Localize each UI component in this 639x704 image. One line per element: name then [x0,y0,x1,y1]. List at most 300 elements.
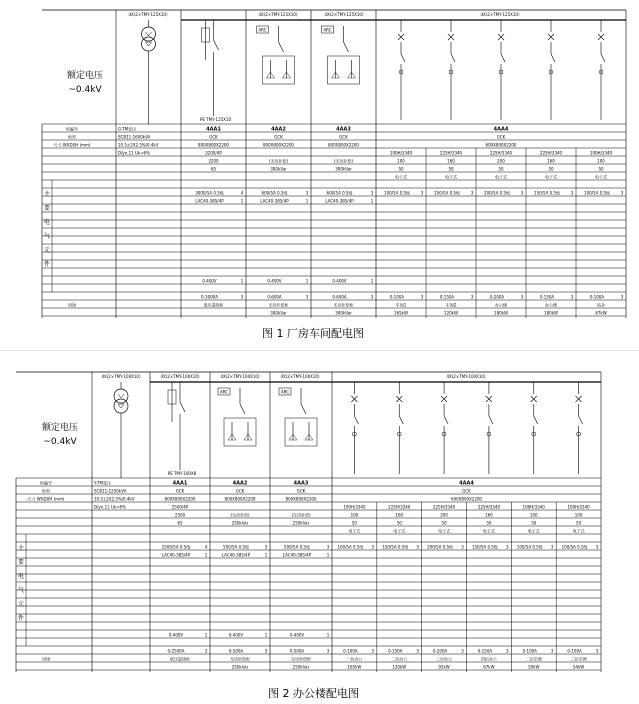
feeder-rating: 225H/3340 [439,150,463,156]
panel-current: (无功补偿) [230,512,250,518]
feeder-ct-count: 3 [506,544,509,550]
busbar-label: 4X(2×TMY-100X10) [446,374,486,379]
feeder-ammeter-spec: 0-100A [567,648,582,654]
feeder-ct-spec: 100/5A 0.5级 [584,190,610,196]
feeder-current: 160 [395,512,404,518]
feeder-breaker-icon [441,396,447,402]
row-label: 柜编号 [40,480,52,486]
panel-type: GCK [175,488,185,494]
feeder-ct-count: 3 [550,544,554,550]
transformer-spec: 10.5±2X2.5%/0.4kV [94,496,135,502]
side-label-char: 要 [43,205,51,212]
feeder-ammeter-spec: 0-100A [343,648,358,654]
ammeter-spec: 0-600A [267,294,282,300]
capacitor-icon [332,72,356,78]
capacitor-icon [267,72,291,78]
row-label: 柜型 [68,134,76,140]
side-label-char: 要 [17,559,25,566]
feeder-current: 160 [447,158,455,164]
ct-count: 4 [240,190,244,196]
feeder-use: 三层空调 [570,656,587,662]
feeder-rating: 100H/3340 [567,504,590,510]
feeder-ammeter-count: 3 [550,648,554,654]
panel-size: 800X800X2200 [328,142,359,148]
feeder-ct-spec: 100/5A 0.5级 [561,544,588,550]
feeder-capacity: 50 [498,166,504,172]
feeder-trip-type: 电子式 [545,174,557,180]
delta-icon [146,32,152,36]
transformer-coil-icon [142,37,156,51]
panel-rating: 2500/4P [171,504,189,510]
feeder-capacity: 50 [448,166,454,172]
capacitor-icon [289,434,313,440]
feeder-load: 50kW [528,664,540,670]
ct-count: 4 [204,544,208,550]
feeder-use: 办公楼 [545,302,557,308]
side-label-char: 气 [17,587,25,594]
row-label: 用途 [42,656,50,662]
ammeter-count: 3 [240,294,244,300]
ct-count: 3 [305,190,309,196]
transformer-coil-icon [114,399,128,413]
busbar-label: 4X(2×TMY-125X10) [480,12,520,17]
feeder-rating: 225H/3340 [432,504,456,510]
feeder-trip-type: 电子式 [482,528,495,534]
panel-rating: 3200/4P [205,150,222,156]
feeder-current: 100 [529,512,538,518]
panel-use: 无功补偿柜 [291,656,311,662]
transformer-spec: D/yn,11 Uk=6% [118,150,150,156]
ct-count: 3 [326,544,330,550]
capacitor-bank-icon [224,418,256,446]
feeder-current: 200 [497,158,505,164]
busbar-label: 4X(2×TMY-100X10) [280,374,320,379]
feeder-ammeter-count: 3 [620,294,624,300]
busbar-label: 4X(2×TMY-125X10) [258,12,298,17]
meter-count: 1 [370,198,374,204]
figure-1-caption: 图 1 厂房车间配电图 [262,327,364,340]
panel-size: 800X800X2200 [224,496,256,502]
panel-use: 无功补偿柜 [268,302,289,308]
feeder-ct-spec: 150/5A 0.5级 [534,190,560,196]
feeder-ammeter-count: 3 [470,294,474,300]
figure-2-caption: 图 2 办公楼配电图 [268,687,359,700]
voltmeter-spec: 0-400V [202,278,217,284]
feeder-ct-count: 3 [520,190,524,196]
voltmeter-spec: 0-400V [168,632,184,638]
feeder-ct-spec: 150/5A 0.5级 [382,544,409,550]
feeder-ammeter-spec: 0-150A [539,294,555,300]
ammeter-count: 3 [264,648,268,654]
feeder-capacity: 50 [486,520,492,526]
feeder-ammeter-spec: 0-100A [389,294,405,300]
voltmeter-count: 1 [240,278,244,284]
feeder-capacity: 50 [396,520,402,526]
meter-count: 1 [305,198,309,204]
rated-voltage-label: 额定电压 [66,71,104,81]
panel-type: GCK [296,488,306,494]
feeder-breaker-icon [548,34,554,40]
meter-count: 1 [204,552,208,558]
switch-icon [279,42,284,52]
panel-current: 2500 [174,512,186,518]
arc-label: ARC [323,27,332,33]
ammeter-spec: 0-500A [228,648,244,654]
panel-size: 800X800X2200 [263,142,294,148]
feeder-ammeter-count: 3 [520,294,524,300]
panel-size: 800X800X2200 [285,496,317,502]
feeder-current: 100 [397,158,405,164]
feeder-ct-spec: 100/5A 0.5级 [384,190,410,196]
feeder-ct-count: 3 [470,190,474,196]
figure-2 [0,368,639,682]
ct-spec: 500/5A 0.5级 [284,544,310,550]
feeder-use: 车间2 [445,302,457,308]
feeder-switch-icon [534,416,538,424]
feeder-ct-count: 3 [620,190,624,196]
panel-use: 低压进线柜 [203,302,224,308]
switch-icon [344,42,349,52]
ammeter-count: 3 [326,648,330,654]
pe-label: PE TMY-125X10 [200,117,231,122]
ammeter-count: 3 [204,648,208,654]
panel-current: 3200 [208,158,219,164]
distribution-diagram-2 [0,368,639,678]
feeder-ammeter-count: 3 [595,648,599,654]
feeder-trip-type: 电子式 [445,174,457,180]
panel-size: 800X800X2200 [198,142,229,148]
arc-label: ARC [280,389,290,395]
ammeter-count: 3 [305,294,309,300]
meter-spec: LAC40-385/4P [325,198,354,204]
ammeter-spec: 0-600A [332,294,347,300]
feeder-use: 办公楼 [495,302,507,308]
panel-cap: 300kVar [270,310,287,316]
feeder-ammeter-count: 3 [506,648,509,654]
panel-capacity: 65 [210,166,217,172]
ct-spec: 2500/5A 0.5级 [161,544,191,550]
panel-type: GCK [235,488,245,494]
feeder-breaker-icon [531,396,537,402]
feeder-capacity: 50 [576,520,582,526]
feeder-trip-type: 电子式 [348,528,361,534]
panel-use: 无功补偿柜 [230,656,250,662]
feeder-load: 67kW [595,310,607,316]
feeder-rating: 100H/3340 [389,150,413,156]
transformer-spec: 10.5±2X2.5%/0.4kV [118,142,159,148]
panel-current: (无功补偿) [268,158,289,164]
feeder-breaker-icon [351,396,357,402]
feeder-breaker-icon [576,396,582,402]
panel-number: 4AA1 [172,480,188,487]
busbar-label: 4X(2×TMY-125X10) [128,12,168,17]
feeder-use: 车间1 [395,302,407,308]
voltage-value: ~0.4kV [68,85,102,95]
side-label-char: 电 [43,219,51,226]
ammeter-count: 3 [370,294,374,300]
feeder-panel-type: GCK [462,488,471,494]
feeder-rating: 100H/3340 [343,504,366,510]
feeder-current: 100 [574,512,583,518]
feeder-ct-count: 3 [371,544,375,550]
row-label: 用途 [68,302,76,308]
feeder-capacity: 50 [351,520,357,526]
feeder-load: 165kW [394,310,408,316]
feeder-load: 92kW [438,664,450,670]
voltmeter-count: 1 [370,278,374,284]
feeder-load: 120kW [392,664,407,670]
row-label: 柜型 [42,488,50,494]
feeder-switch-icon [354,416,358,424]
panel-capacity: 300kVar [335,166,352,172]
feeder-ammeter-count: 3 [461,648,464,654]
feeder-switch-icon [401,54,405,62]
side-label-char: 气 [43,233,51,240]
feeder-breaker-icon [486,396,492,402]
feeder-current: 160 [485,512,493,518]
feeder-ct-count: 3 [595,544,599,550]
row-label: 尺寸 WXDXH (mm) [27,496,65,502]
voltmeter-count: 1 [326,632,330,638]
pe-label: PE TMY-100X8 [167,471,197,476]
feeder-ct-count: 3 [461,544,464,550]
side-label-char: 主 [43,191,51,198]
arc-label: ARC [219,389,229,395]
feeder-ammeter-spec: 0-150A [477,648,493,654]
feeder-switch-icon [399,416,403,424]
feeder-capacity: 50 [398,166,404,172]
switch-icon [301,404,306,414]
feeder-use: 二层办公 [391,656,408,662]
feeder-capacity: 50 [598,166,604,172]
side-label-char: 元 [17,601,25,608]
panel-size: 800X800X2200 [164,496,196,502]
feeder-ammeter-spec: 0-150A [388,648,403,654]
ammeter-spec: 0-2500A [167,648,185,654]
feeder-ammeter-spec: 0-200A [432,648,448,654]
feeder-use: 三层办公 [436,656,453,662]
busbar-label: 4X(2×TMY-125X10) [324,12,364,17]
panel-capacity: 250kVar [292,520,310,526]
feeder-ct-spec: 150/5A 0.5级 [471,544,498,550]
feeder-ammeter-spec: 0-100A [522,648,537,654]
star-icon [118,404,124,408]
panel-type: GCK [339,134,348,140]
arc-label: ARC [258,27,267,33]
panel-type: GCK [209,134,218,140]
feeder-ct-count: 3 [416,544,419,550]
feeder-ammeter-spec: 0-100A [589,294,605,300]
feeder-panel-size: 600X800X2200 [451,496,482,502]
capacitor-icon [228,434,252,440]
meter-spec: LAC40-385/4P [260,198,289,204]
voltmeter-spec: 0-400V [289,632,305,638]
feeder-panel-number: 4AA4 [493,126,509,133]
feeder-capacity: 50 [441,520,447,526]
breaker-icon [180,402,185,412]
feeder-trip-type: 电子式 [595,174,607,180]
ct-spec: 500/5A 0.5级 [223,544,249,550]
feeder-switch-icon [501,54,505,62]
feeder-rating: 225H/3340 [489,150,513,156]
capacitor-bank-icon [263,56,295,84]
transformer-spec: G-TM变压 [118,126,137,132]
busbar-label: 4X(2×TMY-100X10) [101,374,141,379]
feeder-ammeter-spec: 0-200A [489,294,505,300]
feeder-switch-icon [451,54,455,62]
row-label: 尺寸 WXDXH (mm) [53,142,91,148]
meter-count: 1 [240,198,244,204]
transformer-spec: D/yn,11 Uk=6% [94,504,126,510]
ct-spec: 600/5A 0.5级 [326,190,353,196]
voltmeter-spec: 0-400V [332,278,347,284]
capacitor-bank-icon [285,418,317,446]
side-label-char: 元 [43,247,51,254]
panel-cap: 250kVar [231,664,249,670]
meter-count: 1 [326,552,330,558]
ammeter-spec: 0-3000A [201,294,218,300]
feeder-switch-icon [601,54,605,62]
feeder-rating: 225H/3340 [477,504,501,510]
ct-spec: 3000/5A 0.5级 [195,190,224,196]
figure-1 [0,6,639,328]
feeder-trip-type: 电子式 [438,528,451,534]
feeder-panel-size: 600X800X2200 [485,142,517,148]
side-label-char: 件 [17,615,25,622]
feeder-switch-icon [579,416,583,424]
feeder-current: 100 [597,158,605,164]
feeder-rating: 225H/3340 [539,150,563,156]
feeder-rating: 100H/3340 [589,150,613,156]
voltmeter-count: 1 [204,632,208,638]
feeder-switch-icon [551,54,555,62]
meter-spec: LAC40-385/4P [221,552,251,558]
panel-use: 无功补偿柜 [333,302,354,308]
panel-number: 4AA3 [336,126,351,133]
ct-spec: 600/5A 0.5级 [261,190,288,196]
meter-count: 1 [264,552,268,558]
panel-current: (无功补偿) [291,512,311,518]
side-label-char: 件 [43,261,51,268]
feeder-breaker-icon [396,396,402,402]
feeder-trip-type: 电子式 [572,528,585,534]
feeder-ammeter-count: 3 [420,294,424,300]
voltage-value: ~0.4kV [43,437,77,447]
feeder-trip-type: 电子式 [495,174,507,180]
rated-voltage-label: 额定电压 [41,423,79,433]
meter-spec: LAC40-385/4P [195,198,224,204]
row-label: 柜编号 [66,126,78,132]
capacitor-bank-icon [328,56,360,84]
feeder-use: 宿舍 [597,302,605,308]
busbar-label: 4X(2×TMY-100X10) [220,374,260,379]
feeder-load: 165kW [347,664,362,670]
distribution-diagram-1 [0,6,639,324]
panel-number: 4AA3 [293,480,309,487]
feeder-load: 54kW [572,664,585,670]
feeder-ct-spec: 200/5A 0.5级 [427,544,454,550]
panel-current: (无功补偿) [333,158,354,164]
feeder-ct-spec: 100/5A 0.5级 [337,544,364,550]
feeder-load: 67kW [483,664,495,670]
feeder-ammeter-count: 3 [371,648,375,654]
transformer-spec: SCB11-1250kVA [94,488,127,494]
transformer-spec: Y-TM变压 [94,480,111,486]
feeder-rating: 100H/3340 [522,504,545,510]
feeder-use: 一层办公 [346,656,363,662]
feeder-current: 200 [440,512,448,518]
feeder-load: 180kW [544,310,558,316]
voltmeter-spec: 0-400V [228,632,244,638]
feeder-panel-type: GCK [496,134,506,140]
ammeter-spec: 0-500A [289,648,305,654]
feeder-current: 160 [547,158,555,164]
side-label-char: 电 [17,573,25,580]
feeder-ct-count: 3 [570,190,574,196]
meter-spec: LAC40-385/4P [282,552,312,558]
panel-capacity: 250kVar [231,520,249,526]
panel-type: GCK [274,134,283,140]
panel-number: 4AA1 [206,126,221,133]
feeder-load: 120kW [444,310,458,316]
switch-icon [240,404,245,414]
panel-cap: 250kVar [292,664,310,670]
feeder-ammeter-count: 3 [416,648,419,654]
panel-cap: 300kVar [335,310,352,316]
feeder-ct-spec: 200/5A 0.5级 [484,190,510,196]
feeder-switch-icon [489,416,493,424]
side-label-char: 主 [17,545,25,552]
feeder-panel-number: 4AA4 [459,480,474,487]
feeder-capacity: 50 [548,166,554,172]
feeder-ammeter-spec: 0-150A [439,294,455,300]
feeder-rating: 225H/3340 [388,504,411,510]
transformer-spec: SCB11-1600kVA [118,134,151,140]
ct-count: 3 [264,544,268,550]
feeder-trip-type: 电子式 [393,528,406,534]
voltmeter-count: 1 [305,278,309,284]
star-icon [146,42,152,46]
breaker-icon [214,40,219,50]
panel-use: 低压进线柜 [170,656,190,662]
feeder-use: 四层办公 [480,656,497,662]
feeder-ammeter-count: 3 [570,294,574,300]
feeder-breaker-icon [598,34,604,40]
panel-capacity: 65 [177,520,183,526]
panel-number: 4AA2 [232,480,248,487]
feeder-breaker-icon [498,34,504,40]
feeder-ct-spec: 100/5A 0.5级 [516,544,543,550]
feeder-capacity: 50 [531,520,537,526]
feeder-use: 二层空调 [525,656,542,662]
voltmeter-spec: 0-400V [267,278,282,284]
delta-icon [118,394,124,398]
meter-spec: LAC40-385/4P [161,552,191,558]
busbar-label: 4X(2×TMY-100X10) [160,374,200,379]
feeder-switch-icon [444,416,448,424]
voltmeter-count: 1 [264,632,268,638]
ct-count: 3 [370,190,374,196]
feeder-trip-type: 电子式 [395,174,407,180]
feeder-ct-spec: 150/5A 0.5级 [434,190,460,196]
feeder-trip-type: 电子式 [527,528,540,534]
feeder-ct-count: 3 [420,190,424,196]
feeder-load: 180kW [494,310,508,316]
feeder-current: 100 [350,512,359,518]
separator [0,350,639,351]
feeder-breaker-icon [398,34,404,40]
panel-capacity: 300kVar [270,166,287,172]
